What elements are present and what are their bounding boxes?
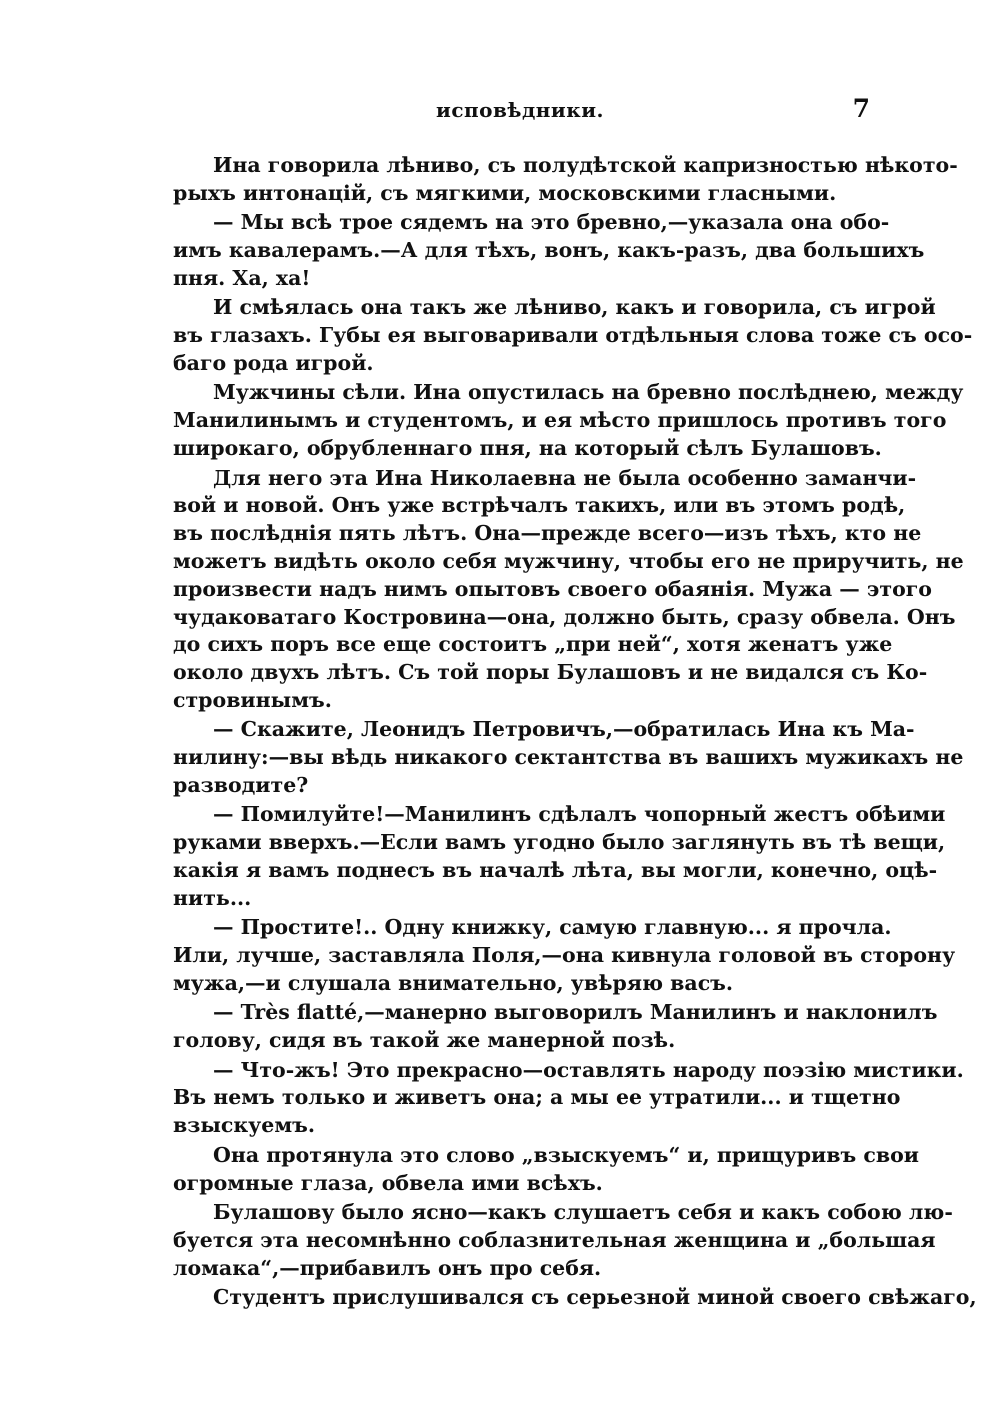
paragraph [173, 294, 973, 377]
paragraph [173, 914, 956, 997]
paragraph [173, 209, 925, 292]
text-line: широкаго, обрубленнаго пня, на который сѣлъ Булашовъ. [173, 436, 882, 461]
text-line: Булашову было ясно—какъ слушаетъ себя и какъ собою лю- [213, 1200, 953, 1225]
text-line: рыхъ интонацій, съ мягкими, московскими гласными. [173, 180, 837, 205]
text-line: взыскуемъ. [173, 1113, 315, 1138]
text-line: чудаковатаго Костровина—она, должно быть, сразу обвела. Онъ [173, 604, 956, 629]
text-line: произвести надъ нимъ опытовъ своего обаянія. Мужа — этого [173, 576, 932, 601]
body-text [173, 152, 977, 1314]
paragraph [173, 379, 964, 462]
paragraph [173, 465, 964, 715]
text-line: Въ немъ только и живетъ она; а мы ее утратили... и тщетно [173, 1085, 901, 1110]
text-line: — Помилуйте!—Манилинъ сдѣлалъ чопорный жестъ обѣими [213, 802, 946, 827]
text-line: — Простите!.. Одну книжку, самую главную... я прочла. [213, 915, 892, 940]
text-line: голову, сидя въ такой же манерной позѣ. [173, 1028, 676, 1053]
page-number: 7 [852, 94, 870, 123]
running-header [170, 94, 870, 128]
text-line: около двухъ лѣтъ. Съ той поры Булашовъ и не видался съ Ко- [173, 660, 928, 685]
text-line: Она протянула это слово „взыскуемъ“ и, прищуривъ свои [213, 1142, 919, 1167]
text-line: ломака“,—прибавилъ онъ про себя. [173, 1255, 602, 1280]
text-line: — Что-жъ! Это прекрасно—оставлять народу поэзію мистики. [213, 1057, 964, 1082]
text-line: руками вверхъ.—Если вамъ угодно было заглянуть въ тѣ вещи, [173, 830, 946, 855]
text-line: огромные глаза, обвела ими всѣхъ. [173, 1170, 603, 1195]
text-line: нилину:—вы вѣдь никакого сектантства въ вашихъ мужикахъ не [173, 745, 964, 770]
paragraph [173, 1142, 919, 1198]
text-line: Ина говорила лѣниво, съ полудѣтской капризностью нѣкото- [213, 153, 958, 177]
paragraph [173, 1284, 977, 1312]
text-line: Или, лучше, заставляла Поля,—она кивнула головой въ сторону [173, 943, 956, 968]
running-title: исповѣдники. [436, 98, 604, 122]
text-line: вой и новой. Онъ уже встрѣчалъ такихъ, или въ этомъ родѣ, [173, 493, 906, 518]
text-line: до сихъ поръ все еще состоитъ „при ней“, хотя женатъ уже [173, 632, 893, 657]
text-line: Студентъ прислушивался съ серьезной миной своего свѣжаго, [213, 1285, 977, 1310]
text-line: — Мы всѣ трое сядемъ на это бревно,—указала она обо- [213, 210, 890, 235]
text-line: И смѣялась она такъ же лѣниво, какъ и говорила, съ игрой [213, 295, 936, 320]
text-line: въ послѣднія пять лѣтъ. Она—прежде всего—изъ тѣхъ, кто не [173, 521, 922, 546]
paragraph [173, 716, 964, 799]
paragraph [173, 1057, 964, 1140]
text-line: пня. Ха, ха! [173, 265, 311, 290]
text-line: въ глазахъ. Губы ея выговаривали отдѣльныя слова тоже съ осо- [173, 323, 973, 348]
text-line: — Très flatté,—манерно выговорилъ Манилинъ и наклонилъ [213, 1000, 938, 1025]
text-line: мужа,—и слушала внимательно, увѣряю васъ. [173, 970, 734, 995]
text-line: разводите? [173, 772, 309, 797]
text-line: баго рода игрой. [173, 350, 374, 375]
text-line: буется эта несомнѣнно соблазнительная женщина и „большая [173, 1227, 936, 1252]
text-line: можетъ видѣть около себя мужчину, чтобы его не приручить, не [173, 548, 964, 573]
paragraph [173, 1199, 953, 1282]
text-line: какія я вамъ поднесъ въ началѣ лѣта, вы могли, конечно, оцѣ- [173, 858, 938, 883]
text-line: — Скажите, Леонидъ Петровичъ,—обратилась Ина къ Ма- [213, 717, 915, 742]
text-line: нить... [173, 885, 252, 910]
paragraph [173, 999, 938, 1055]
text-line: имъ кавалерамъ.—А для тѣхъ, вонъ, какъ-разъ, два большихъ [173, 238, 925, 263]
text-line: Манилинымъ и студентомъ, и ея мѣсто пришлось противъ того [173, 408, 947, 433]
text-line: Мужчины сѣли. Ина опустилась на бревно послѣднею, между [213, 380, 964, 405]
paragraph [173, 801, 946, 912]
text-line: Для него эта Ина Николаевна не была особенно заманчи- [213, 465, 917, 490]
text-line: стровинымъ. [173, 687, 332, 712]
paragraph [173, 152, 958, 208]
